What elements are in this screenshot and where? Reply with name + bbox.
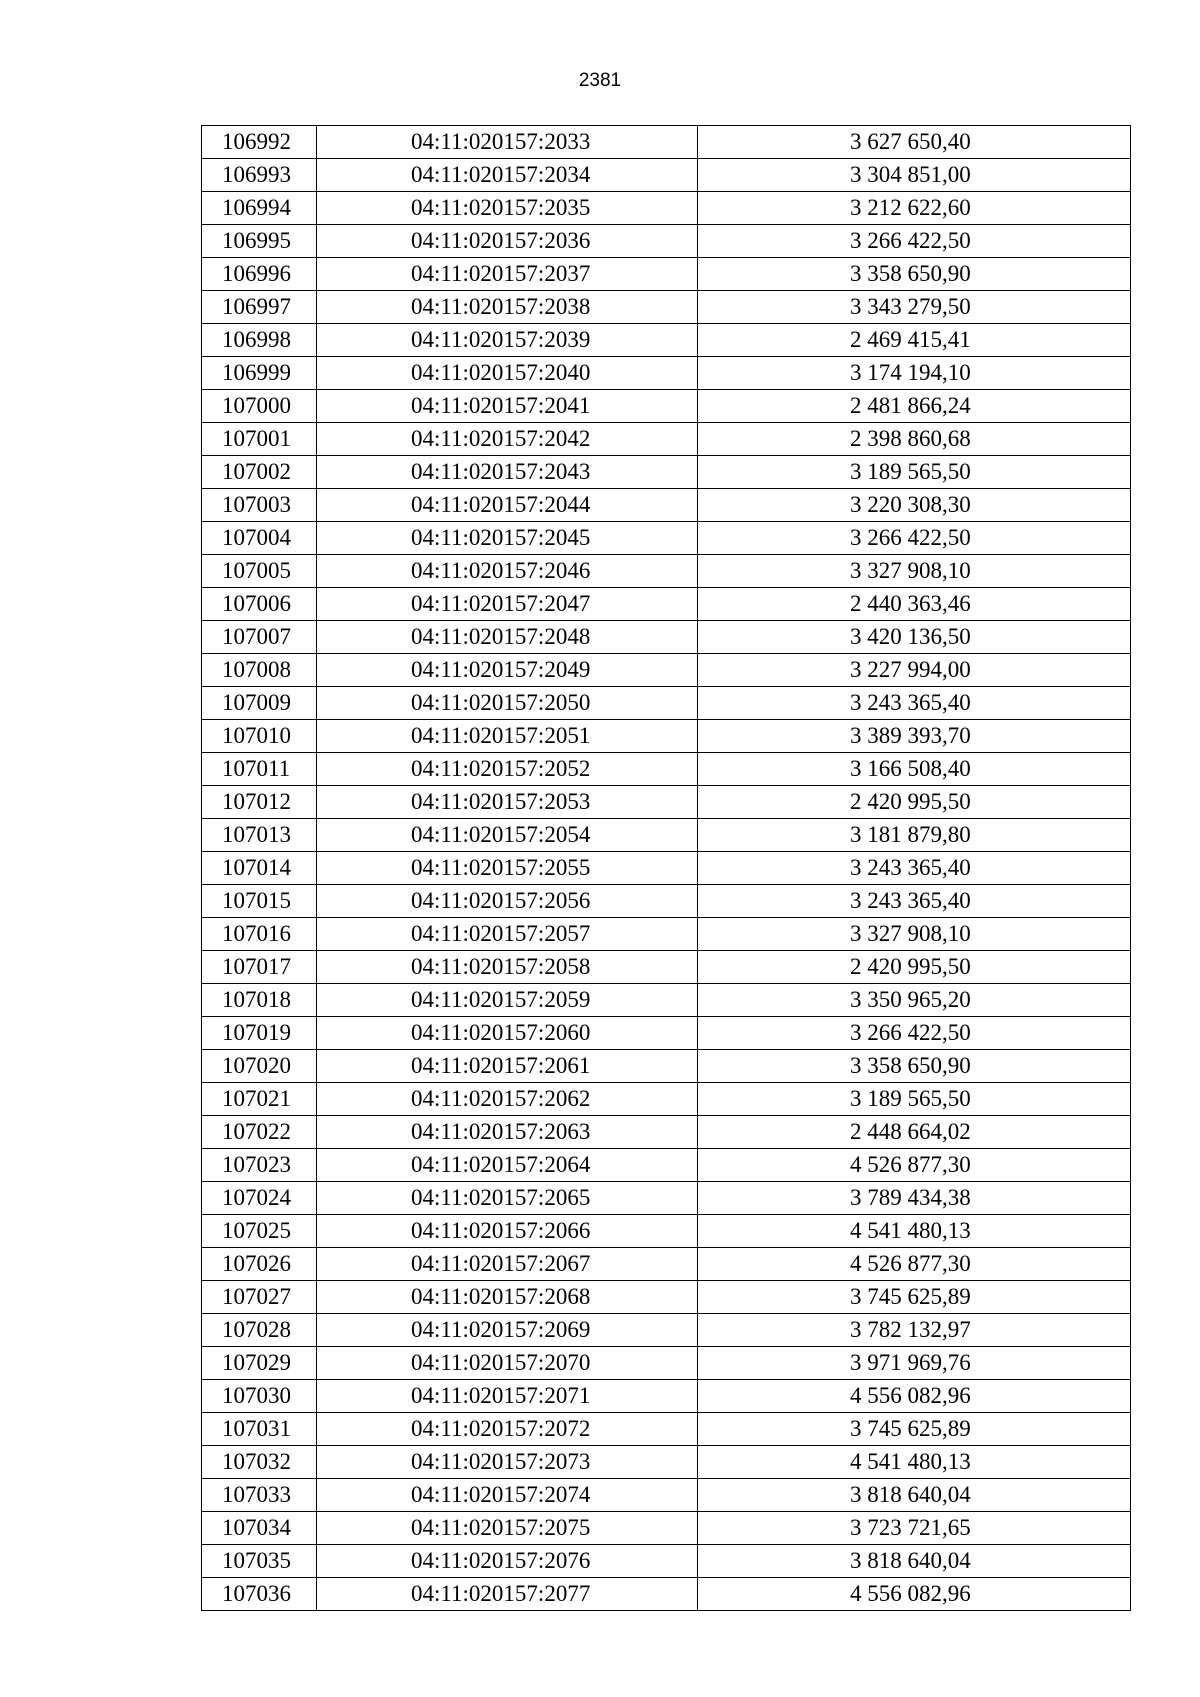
table-row xyxy=(202,1083,1131,1116)
row-number-cell: 107025 xyxy=(202,1215,317,1248)
cadastral-value-cell: 3 181 879,80 xyxy=(698,819,1131,852)
table-row xyxy=(202,192,1131,225)
table-row xyxy=(202,1215,1131,1248)
table-row xyxy=(202,951,1131,984)
cadastral-number-cell: 04:11:020157:2071 xyxy=(317,1380,698,1413)
cadastral-value-cell: 3 723 721,65 xyxy=(698,1512,1131,1545)
table-row xyxy=(202,1413,1131,1446)
cadastral-value-cell: 3 189 565,50 xyxy=(698,456,1131,489)
table-row xyxy=(202,126,1131,159)
cadastral-number-cell: 04:11:020157:2051 xyxy=(317,720,698,753)
row-number-cell: 107003 xyxy=(202,489,317,522)
table-row xyxy=(202,423,1131,456)
row-number-cell: 107004 xyxy=(202,522,317,555)
cadastral-value-cell: 3 304 851,00 xyxy=(698,159,1131,192)
table-row xyxy=(202,1512,1131,1545)
row-number-cell: 107005 xyxy=(202,555,317,588)
cadastral-number-cell: 04:11:020157:2050 xyxy=(317,687,698,720)
table-row xyxy=(202,1281,1131,1314)
cadastral-number-cell: 04:11:020157:2053 xyxy=(317,786,698,819)
cadastral-value-cell: 3 745 625,89 xyxy=(698,1413,1131,1446)
cadastral-number-cell: 04:11:020157:2077 xyxy=(317,1578,698,1611)
cadastral-value-table xyxy=(201,125,1131,1611)
cadastral-value-cell: 3 166 508,40 xyxy=(698,753,1131,786)
cadastral-number-cell: 04:11:020157:2057 xyxy=(317,918,698,951)
row-number-cell: 106995 xyxy=(202,225,317,258)
cadastral-number-cell: 04:11:020157:2065 xyxy=(317,1182,698,1215)
table-row xyxy=(202,1380,1131,1413)
row-number-cell: 106994 xyxy=(202,192,317,225)
table-row xyxy=(202,621,1131,654)
cadastral-number-cell: 04:11:020157:2042 xyxy=(317,423,698,456)
cadastral-value-cell: 3 350 965,20 xyxy=(698,984,1131,1017)
cadastral-number-cell: 04:11:020157:2061 xyxy=(317,1050,698,1083)
table-row xyxy=(202,852,1131,885)
cadastral-number-cell: 04:11:020157:2044 xyxy=(317,489,698,522)
cadastral-number-cell: 04:11:020157:2056 xyxy=(317,885,698,918)
table-row xyxy=(202,1248,1131,1281)
table-row xyxy=(202,654,1131,687)
row-number-cell: 107022 xyxy=(202,1116,317,1149)
table-row xyxy=(202,1182,1131,1215)
cadastral-value-cell: 3 420 136,50 xyxy=(698,621,1131,654)
page-number: 2381 xyxy=(578,70,622,91)
row-number-cell: 107020 xyxy=(202,1050,317,1083)
table-row xyxy=(202,720,1131,753)
row-number-cell: 107018 xyxy=(202,984,317,1017)
cadastral-number-cell: 04:11:020157:2038 xyxy=(317,291,698,324)
table-row xyxy=(202,1017,1131,1050)
row-number-cell: 107009 xyxy=(202,687,317,720)
cadastral-value-cell: 3 818 640,04 xyxy=(698,1545,1131,1578)
cadastral-number-cell: 04:11:020157:2076 xyxy=(317,1545,698,1578)
cadastral-value-cell: 2 420 995,50 xyxy=(698,951,1131,984)
table-row xyxy=(202,984,1131,1017)
cadastral-number-cell: 04:11:020157:2039 xyxy=(317,324,698,357)
cadastral-number-cell: 04:11:020157:2037 xyxy=(317,258,698,291)
row-number-cell: 107007 xyxy=(202,621,317,654)
cadastral-value-cell: 2 420 995,50 xyxy=(698,786,1131,819)
row-number-cell: 107006 xyxy=(202,588,317,621)
table-row xyxy=(202,159,1131,192)
row-number-cell: 107021 xyxy=(202,1083,317,1116)
table-row xyxy=(202,819,1131,852)
cadastral-number-cell: 04:11:020157:2040 xyxy=(317,357,698,390)
cadastral-value-cell: 2 440 363,46 xyxy=(698,588,1131,621)
row-number-cell: 107008 xyxy=(202,654,317,687)
cadastral-value-cell: 4 526 877,30 xyxy=(698,1248,1131,1281)
row-number-cell: 107001 xyxy=(202,423,317,456)
row-number-cell: 107033 xyxy=(202,1479,317,1512)
cadastral-number-cell: 04:11:020157:2074 xyxy=(317,1479,698,1512)
cadastral-number-cell: 04:11:020157:2070 xyxy=(317,1347,698,1380)
row-number-cell: 107034 xyxy=(202,1512,317,1545)
cadastral-number-cell: 04:11:020157:2052 xyxy=(317,753,698,786)
cadastral-number-cell: 04:11:020157:2075 xyxy=(317,1512,698,1545)
cadastral-value-cell: 2 481 866,24 xyxy=(698,390,1131,423)
cadastral-value-cell: 3 343 279,50 xyxy=(698,291,1131,324)
cadastral-value-cell: 2 469 415,41 xyxy=(698,324,1131,357)
cadastral-value-cell: 3 818 640,04 xyxy=(698,1479,1131,1512)
cadastral-value-cell: 3 266 422,50 xyxy=(698,1017,1131,1050)
row-number-cell: 107024 xyxy=(202,1182,317,1215)
row-number-cell: 106993 xyxy=(202,159,317,192)
row-number-cell: 107000 xyxy=(202,390,317,423)
cadastral-value-cell: 3 243 365,40 xyxy=(698,852,1131,885)
table-row xyxy=(202,918,1131,951)
row-number-cell: 107016 xyxy=(202,918,317,951)
cadastral-value-cell: 3 627 650,40 xyxy=(698,126,1131,159)
cadastral-number-cell: 04:11:020157:2035 xyxy=(317,192,698,225)
table-body xyxy=(202,126,1131,1611)
table-row xyxy=(202,753,1131,786)
row-number-cell: 107015 xyxy=(202,885,317,918)
cadastral-value-cell: 4 541 480,13 xyxy=(698,1215,1131,1248)
table-row xyxy=(202,1479,1131,1512)
cadastral-value-cell: 4 526 877,30 xyxy=(698,1149,1131,1182)
table-row xyxy=(202,489,1131,522)
row-number-cell: 107032 xyxy=(202,1446,317,1479)
cadastral-value-cell: 3 243 365,40 xyxy=(698,885,1131,918)
cadastral-number-cell: 04:11:020157:2041 xyxy=(317,390,698,423)
row-number-cell: 107023 xyxy=(202,1149,317,1182)
table-row xyxy=(202,225,1131,258)
cadastral-value-cell: 3 266 422,50 xyxy=(698,225,1131,258)
cadastral-number-cell: 04:11:020157:2055 xyxy=(317,852,698,885)
cadastral-number-cell: 04:11:020157:2059 xyxy=(317,984,698,1017)
cadastral-number-cell: 04:11:020157:2063 xyxy=(317,1116,698,1149)
row-number-cell: 107017 xyxy=(202,951,317,984)
cadastral-number-cell: 04:11:020157:2066 xyxy=(317,1215,698,1248)
cadastral-number-cell: 04:11:020157:2036 xyxy=(317,225,698,258)
cadastral-number-cell: 04:11:020157:2069 xyxy=(317,1314,698,1347)
table-row xyxy=(202,456,1131,489)
row-number-cell: 107026 xyxy=(202,1248,317,1281)
table-row xyxy=(202,390,1131,423)
cadastral-value-cell: 3 327 908,10 xyxy=(698,918,1131,951)
cadastral-value-cell: 3 189 565,50 xyxy=(698,1083,1131,1116)
row-number-cell: 106992 xyxy=(202,126,317,159)
cadastral-number-cell: 04:11:020157:2073 xyxy=(317,1446,698,1479)
cadastral-value-cell: 4 541 480,13 xyxy=(698,1446,1131,1479)
cadastral-value-cell: 3 220 308,30 xyxy=(698,489,1131,522)
cadastral-number-cell: 04:11:020157:2067 xyxy=(317,1248,698,1281)
table-row xyxy=(202,1578,1131,1611)
row-number-cell: 107031 xyxy=(202,1413,317,1446)
row-number-cell: 107028 xyxy=(202,1314,317,1347)
table-row xyxy=(202,1116,1131,1149)
table-row xyxy=(202,258,1131,291)
cadastral-value-cell: 3 212 622,60 xyxy=(698,192,1131,225)
row-number-cell: 107029 xyxy=(202,1347,317,1380)
cadastral-value-cell: 3 389 393,70 xyxy=(698,720,1131,753)
row-number-cell: 106999 xyxy=(202,357,317,390)
table-row xyxy=(202,1050,1131,1083)
cadastral-number-cell: 04:11:020157:2068 xyxy=(317,1281,698,1314)
cadastral-value-cell: 3 782 132,97 xyxy=(698,1314,1131,1347)
cadastral-number-cell: 04:11:020157:2046 xyxy=(317,555,698,588)
cadastral-value-cell: 4 556 082,96 xyxy=(698,1380,1131,1413)
cadastral-number-cell: 04:11:020157:2045 xyxy=(317,522,698,555)
cadastral-value-cell: 3 971 969,76 xyxy=(698,1347,1131,1380)
row-number-cell: 106997 xyxy=(202,291,317,324)
row-number-cell: 107036 xyxy=(202,1578,317,1611)
cadastral-value-cell: 3 227 994,00 xyxy=(698,654,1131,687)
table-row xyxy=(202,291,1131,324)
row-number-cell: 106998 xyxy=(202,324,317,357)
table-row xyxy=(202,1347,1131,1380)
cadastral-value-cell: 3 745 625,89 xyxy=(698,1281,1131,1314)
row-number-cell: 107019 xyxy=(202,1017,317,1050)
cadastral-value-cell: 3 327 908,10 xyxy=(698,555,1131,588)
cadastral-value-cell: 3 358 650,90 xyxy=(698,1050,1131,1083)
table-row xyxy=(202,588,1131,621)
row-number-cell: 107035 xyxy=(202,1545,317,1578)
table-row xyxy=(202,1545,1131,1578)
cadastral-number-cell: 04:11:020157:2064 xyxy=(317,1149,698,1182)
table-row xyxy=(202,687,1131,720)
row-number-cell: 107030 xyxy=(202,1380,317,1413)
cadastral-number-cell: 04:11:020157:2054 xyxy=(317,819,698,852)
row-number-cell: 106996 xyxy=(202,258,317,291)
row-number-cell: 107012 xyxy=(202,786,317,819)
table-row xyxy=(202,1314,1131,1347)
table-row xyxy=(202,885,1131,918)
row-number-cell: 107013 xyxy=(202,819,317,852)
row-number-cell: 107010 xyxy=(202,720,317,753)
cadastral-number-cell: 04:11:020157:2058 xyxy=(317,951,698,984)
cadastral-number-cell: 04:11:020157:2047 xyxy=(317,588,698,621)
cadastral-value-cell: 4 556 082,96 xyxy=(698,1578,1131,1611)
cadastral-number-cell: 04:11:020157:2034 xyxy=(317,159,698,192)
cadastral-number-cell: 04:11:020157:2043 xyxy=(317,456,698,489)
table-row xyxy=(202,786,1131,819)
table-row xyxy=(202,357,1131,390)
cadastral-value-cell: 3 243 365,40 xyxy=(698,687,1131,720)
cadastral-value-cell: 2 448 664,02 xyxy=(698,1116,1131,1149)
cadastral-number-cell: 04:11:020157:2033 xyxy=(317,126,698,159)
cadastral-value-cell: 3 174 194,10 xyxy=(698,357,1131,390)
cadastral-value-cell: 2 398 860,68 xyxy=(698,423,1131,456)
table-row xyxy=(202,1149,1131,1182)
cadastral-value-cell: 3 358 650,90 xyxy=(698,258,1131,291)
cadastral-number-cell: 04:11:020157:2060 xyxy=(317,1017,698,1050)
cadastral-value-cell: 3 789 434,38 xyxy=(698,1182,1131,1215)
cadastral-number-cell: 04:11:020157:2062 xyxy=(317,1083,698,1116)
cadastral-number-cell: 04:11:020157:2072 xyxy=(317,1413,698,1446)
cadastral-number-cell: 04:11:020157:2049 xyxy=(317,654,698,687)
table-row xyxy=(202,324,1131,357)
row-number-cell: 107011 xyxy=(202,753,317,786)
table-row xyxy=(202,1446,1131,1479)
table-row xyxy=(202,555,1131,588)
row-number-cell: 107014 xyxy=(202,852,317,885)
cadastral-value-cell: 3 266 422,50 xyxy=(698,522,1131,555)
cadastral-number-cell: 04:11:020157:2048 xyxy=(317,621,698,654)
row-number-cell: 107027 xyxy=(202,1281,317,1314)
row-number-cell: 107002 xyxy=(202,456,317,489)
table-row xyxy=(202,522,1131,555)
